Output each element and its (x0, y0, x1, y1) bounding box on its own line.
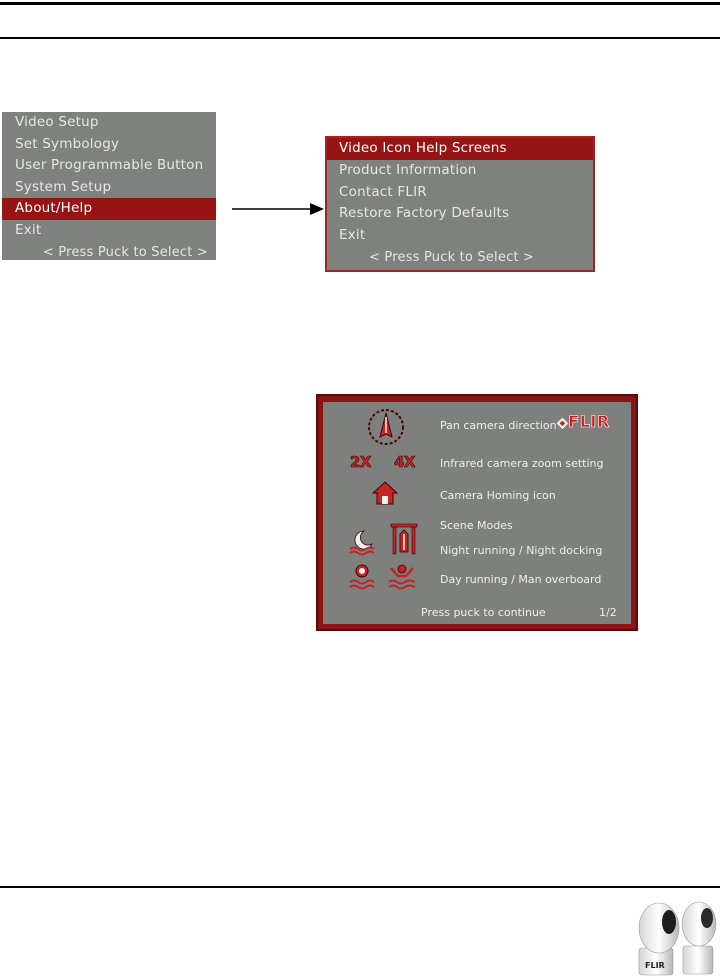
svg-text:FLIR: FLIR (645, 961, 665, 970)
help-page-indicator: 1/2 (599, 606, 617, 619)
help-label-scene-modes: Scene Modes (440, 519, 513, 532)
day-running-icon (348, 562, 378, 592)
help-label-pan: Pan camera direction (440, 419, 557, 432)
menu-hint: < Press Puck to Select > (369, 249, 535, 265)
about-help-menu (327, 138, 593, 270)
help-footer: Press puck to continue (421, 606, 546, 619)
header-rule-top (0, 2, 720, 5)
menu-item-set-symbology[interactable]: Set Symbology (15, 135, 120, 152)
help-label-homing: Camera Homing icon (440, 489, 556, 502)
zoom-2x-icon: 2X (350, 453, 372, 471)
help-label-day: Day running / Man overboard (440, 573, 602, 586)
pan-direction-icon (366, 407, 406, 447)
help-screen-panel (323, 402, 631, 624)
flir-logo-text: FLIR (568, 412, 610, 431)
help-screen (316, 394, 638, 631)
menu-item-exit[interactable]: Exit (15, 221, 42, 238)
menu-item-video-setup[interactable]: Video Setup (15, 114, 99, 130)
menu-item-contact-flir[interactable]: Contact FLIR (339, 183, 427, 200)
night-running-icon (348, 528, 378, 556)
man-overboard-icon (386, 562, 418, 592)
menu-item-user-programmable-button[interactable]: User Programmable Button (15, 157, 204, 174)
zoom-4x-icon: 4X (394, 453, 416, 471)
main-menu (2, 112, 216, 260)
footer-rule (0, 886, 720, 888)
flir-diamond-icon: ◈ (557, 415, 569, 431)
help-label-night: Night running / Night docking (440, 544, 603, 557)
menu-item-product-information[interactable]: Product Information (339, 161, 477, 178)
night-docking-icon (389, 522, 419, 556)
flir-logo (557, 412, 610, 431)
arrow-right-icon (232, 202, 324, 216)
header-rule-bottom (0, 37, 720, 39)
menu-item-about-help[interactable]: About/Help (2, 198, 216, 220)
camera-illustration (637, 898, 717, 976)
home-icon (371, 480, 399, 506)
menu-item-system-setup[interactable]: System Setup (15, 178, 112, 195)
menu-hint: < Press Puck to Select > (42, 244, 208, 260)
camera-brand-mark (645, 961, 665, 970)
help-label-zoom: Infrared camera zoom setting (440, 457, 604, 470)
menu-item-video-icon-help-screens[interactable]: Video Icon Help Screens (327, 138, 593, 160)
menu-item-restore-factory-defaults[interactable]: Restore Factory Defaults (339, 205, 510, 222)
menu-item-exit[interactable]: Exit (339, 227, 366, 244)
